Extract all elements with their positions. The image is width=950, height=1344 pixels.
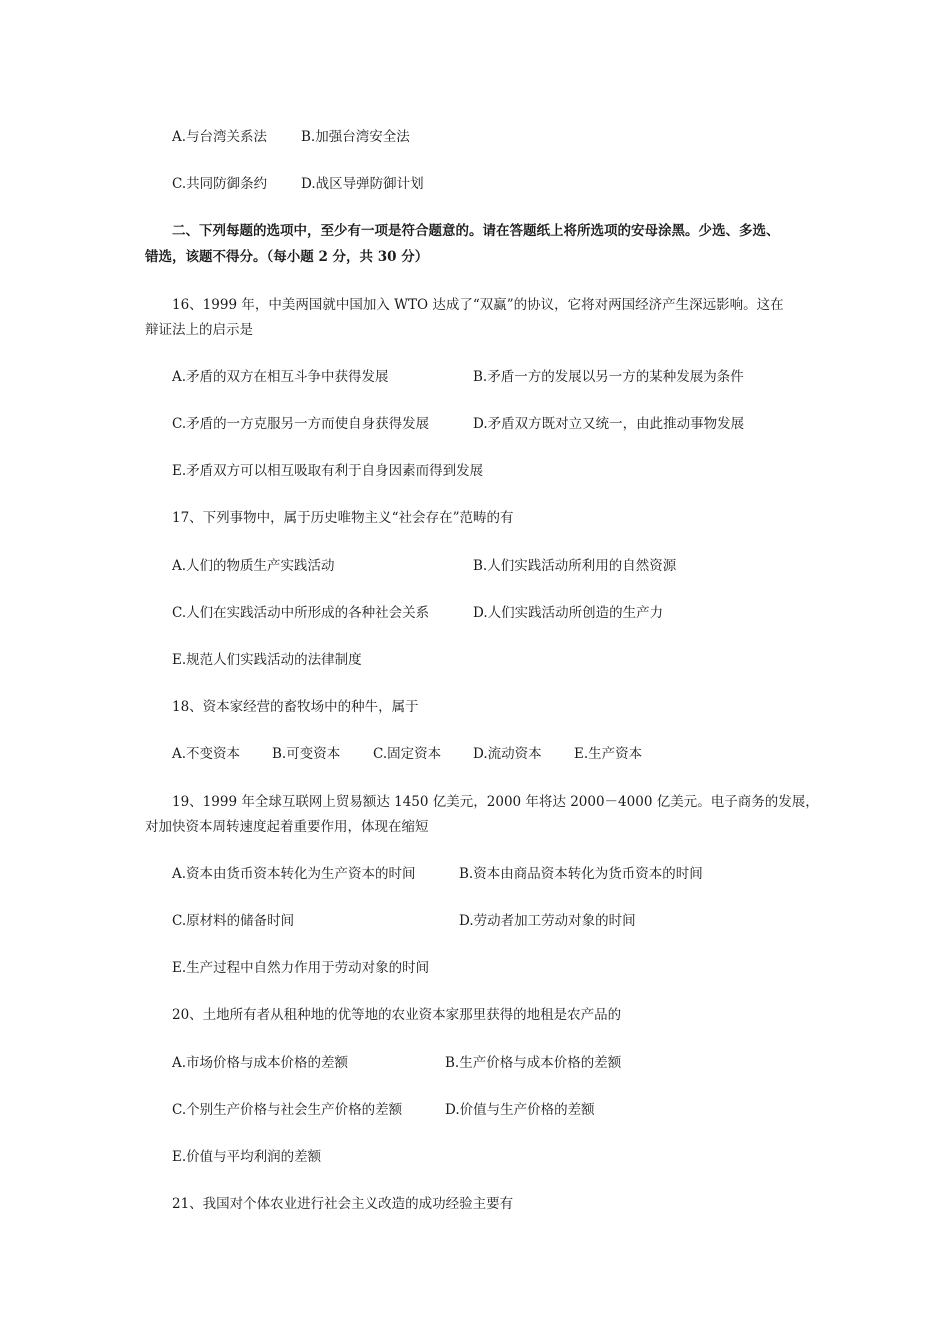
q20-option-d: D.价值与生产价格的差额: [445, 1102, 595, 1118]
section-heading-line1: 二、下列每题的选项中，至少有一项是符合题意的。请在答题纸上将所选项的安母涂黑。少选、多选、: [172, 223, 780, 239]
option-a-prev: A.与台湾关系法: [172, 129, 268, 145]
q19-option-e: E.生产过程中自然力作用于劳动对象的时间: [172, 960, 430, 976]
q16-option-d: D.矛盾双方既对立又统一，由此推动事物发展: [473, 416, 745, 432]
option-b-prev: B.加强台湾安全法: [301, 129, 410, 145]
q19-stem-line2: 对加快资本周转速度起着重要作用，体现在缩短: [145, 819, 429, 835]
q19-stem-line1: 19、1999 年全球互联网上贸易额达 1450 亿美元，2000 年将达 2000－4000 亿美元。电子商务的发展，: [172, 794, 819, 810]
q18-option-a: A.不变资本: [172, 746, 241, 762]
q19-option-b: B.资本由商品资本转化为货币资本的时间: [459, 866, 703, 882]
q19-option-c: C.原材料的储备时间: [172, 913, 295, 929]
q20-option-b: B.生产价格与成本价格的差额: [445, 1055, 622, 1071]
q17-option-e: E.规范人们实践活动的法律制度: [172, 652, 362, 668]
q20-option-e: E.价值与平均利润的差额: [172, 1149, 322, 1165]
q19-option-d: D.劳动者加工劳动对象的时间: [459, 913, 636, 929]
q16-option-b: B.矛盾一方的发展以另一方的某种发展为条件: [473, 369, 744, 385]
q17-option-d: D.人们实践活动所创造的生产力: [473, 605, 664, 621]
q16-stem-line2: 辩证法上的启示是: [145, 322, 253, 338]
option-d-prev: D.战区导弹防御计划: [301, 176, 424, 192]
q16-option-a: A.矛盾的双方在相互斗争中获得发展: [172, 369, 389, 385]
q18-option-d: D.流动资本: [473, 746, 542, 762]
option-c-prev: C.共同防御条约: [172, 176, 268, 192]
q18-option-c: C.固定资本: [373, 746, 442, 762]
q17-stem: 17、下列事物中，属于历史唯物主义“社会存在”范畴的有: [172, 510, 514, 526]
q18-option-b: B.可变资本: [272, 746, 341, 762]
q18-stem: 18、资本家经营的畜牧场中的种牛，属于: [172, 699, 419, 715]
q19-option-a: A.资本由货币资本转化为生产资本的时间: [172, 866, 416, 882]
q17-option-b: B.人们实践活动所利用的自然资源: [473, 558, 677, 574]
q20-option-a: A.市场价格与成本价格的差额: [172, 1055, 349, 1071]
q17-option-a: A.人们的物质生产实践活动: [172, 558, 335, 574]
q21-stem: 21、我国对个体农业进行社会主义改造的成功经验主要有: [172, 1196, 514, 1212]
q20-stem: 20、土地所有者从租种地的优等地的农业资本家那里获得的地租是农产品的: [172, 1007, 622, 1023]
q16-option-c: C.矛盾的一方克服另一方而使自身获得发展: [172, 416, 430, 432]
section-heading-line2: 错选，该题不得分。（每小题 2 分，共 30 分）: [145, 249, 429, 265]
q18-option-e: E.生产资本: [574, 746, 643, 762]
q20-option-c: C.个别生产价格与社会生产价格的差额: [172, 1102, 403, 1118]
q16-option-e: E.矛盾双方可以相互吸取有利于自身因素而得到发展: [172, 463, 484, 479]
q16-stem-line1: 16、1999 年，中美两国就中国加入 WTO 达成了“双赢”的协议，它将对两国经济产生深远影响。这在: [172, 297, 784, 313]
q17-option-c: C.人们在实践活动中所形成的各种社会关系: [172, 605, 430, 621]
